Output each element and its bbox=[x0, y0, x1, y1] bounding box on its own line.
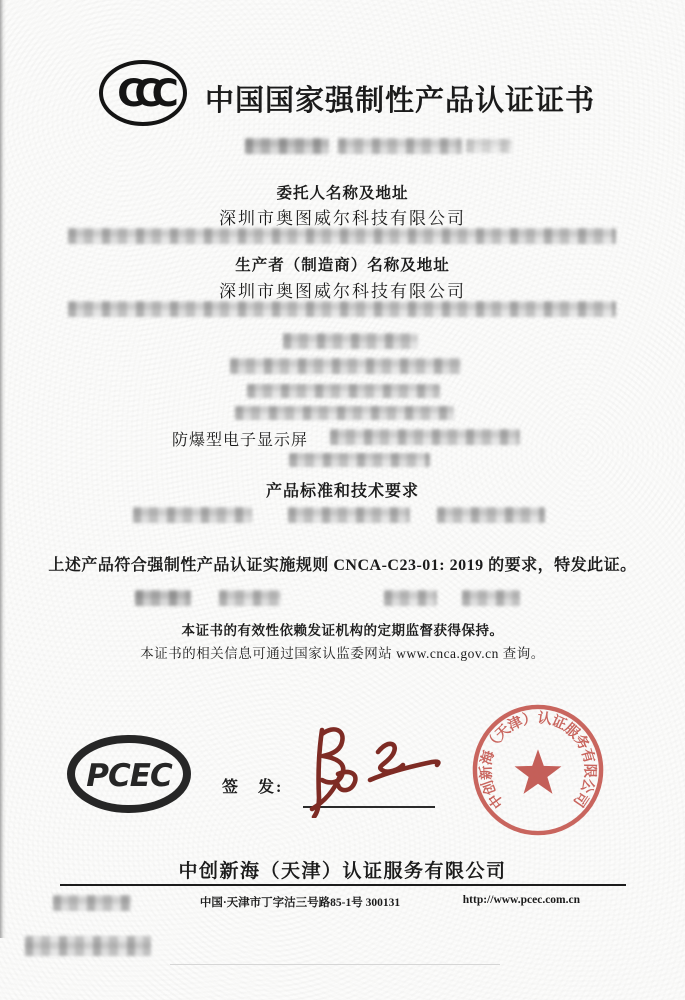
ccc-logo bbox=[96, 57, 190, 129]
info-note: 本证书的相关信息可通过国家认监委网站 www.cnca.gov.cn 查询。 bbox=[140, 646, 545, 661]
redacted-product-line bbox=[235, 406, 454, 420]
redacted-product-model bbox=[330, 429, 520, 445]
redacted-manufacturer-address bbox=[68, 301, 616, 317]
ccc-logo-icon bbox=[96, 57, 190, 129]
company-stamp bbox=[469, 701, 607, 839]
redacted-product-line bbox=[247, 384, 440, 398]
standards-heading: 产品标准和技术要求 bbox=[265, 483, 419, 500]
ccc-logo-text: CCC bbox=[117, 72, 169, 115]
signature bbox=[298, 718, 450, 818]
issuer-name: 中创新海（天津）认证服务有限公司 bbox=[178, 861, 507, 882]
redacted-standard bbox=[437, 507, 545, 523]
manufacturer-heading: 生产者（制造商）名称及地址 bbox=[235, 257, 450, 274]
redacted-bottom-left bbox=[25, 936, 151, 956]
footer-rule bbox=[60, 884, 626, 886]
manufacturer-name: 深圳市奥图威尔科技有限公司 bbox=[219, 282, 466, 301]
pcec-logo-text: PCEC bbox=[86, 758, 172, 794]
redacted-product-line bbox=[283, 333, 418, 349]
applicant-heading: 委托人名称及地址 bbox=[276, 185, 409, 202]
footer-url: http://www.pcec.com.cn bbox=[462, 894, 580, 906]
redacted-applicant-address bbox=[68, 228, 616, 244]
redacted-certificate-number bbox=[338, 138, 462, 154]
redacted-product-line bbox=[289, 453, 430, 467]
redacted-footer-left bbox=[53, 895, 131, 911]
redacted-product-line bbox=[230, 358, 461, 374]
scan-artifact-line bbox=[170, 964, 500, 965]
stamp-text: 中创新海（天津）认证服务有限公司 bbox=[478, 710, 598, 811]
redacted-expiry-date-label bbox=[384, 590, 437, 606]
scan-edge-shadow bbox=[0, 0, 6, 938]
product-name: 防爆型电子显示屏 bbox=[172, 432, 309, 449]
redacted-certificate-number bbox=[245, 138, 329, 154]
redacted-expiry-date bbox=[462, 590, 520, 606]
conformity-statement: 上述产品符合强制性产品认证实施规则 CNCA-C23-01: 2019 的要求，特发此证。 bbox=[48, 557, 637, 574]
redacted-standard bbox=[288, 507, 410, 523]
validity-note: 本证书的有效性依赖发证机构的定期监督获得保持。 bbox=[181, 623, 504, 638]
redacted-issue-date bbox=[219, 590, 281, 606]
redacted-certificate-number bbox=[466, 139, 512, 153]
sign-label: 签 发: bbox=[222, 779, 284, 796]
pcec-logo-icon bbox=[64, 734, 194, 814]
redacted-issue-date-label bbox=[135, 590, 191, 606]
signature-icon bbox=[298, 718, 450, 818]
footer-address: 中国·天津市丁字沽三号路85-1号 300131 bbox=[199, 897, 401, 909]
company-stamp-icon bbox=[469, 701, 607, 839]
page-title: 中国国家强制性产品认证证书 bbox=[205, 85, 596, 117]
applicant-name: 深圳市奥图威尔科技有限公司 bbox=[219, 209, 466, 228]
pcec-logo bbox=[64, 734, 194, 814]
redacted-standard bbox=[133, 507, 252, 523]
